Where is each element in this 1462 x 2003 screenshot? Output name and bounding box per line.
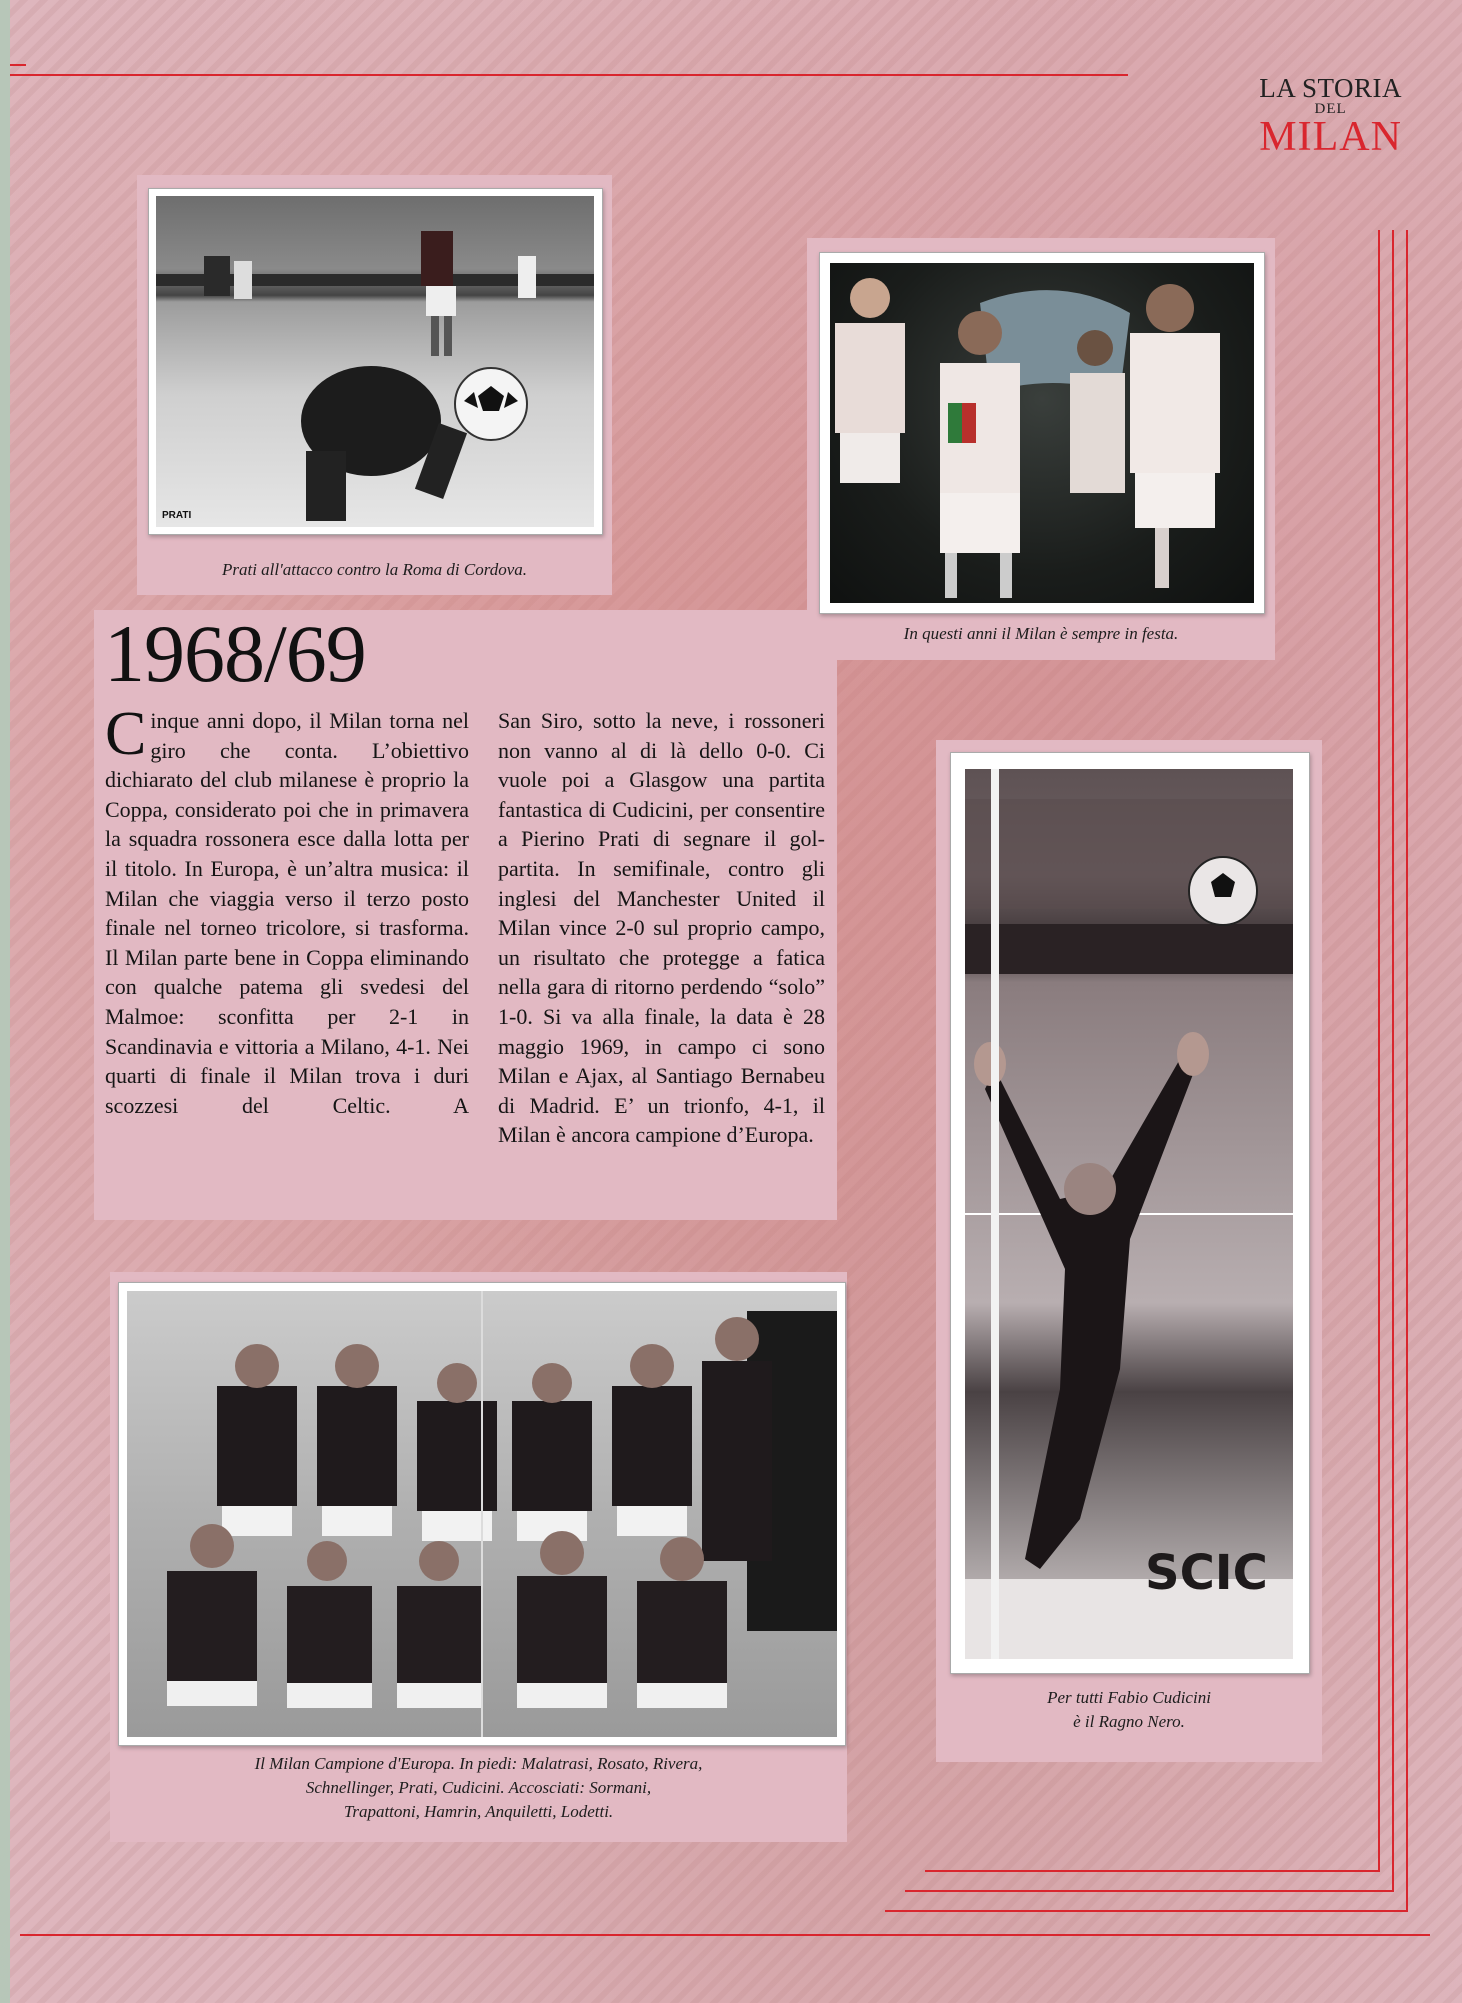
top-rule — [10, 74, 1128, 76]
corner-rule-3 — [885, 1910, 1408, 1912]
article-column-2-text: San Siro, sotto la neve, i rossoneri non vanno al di là dello 0-0. Ci vuole poi a Glasgow una partita fantastica di Cudicini, per consentire a Pierino Prati di segnare il gol-partita. In semifinale, contro gli inglesi del Manchester United il Milan vince 2-0 sul proprio campo, un risultato che protegge a fatica nella gara di ritorno perdendo “solo” 1-0. Si va alla finale, la data è 28 maggio 1969, in campo ci sono Milan e Ajax, al Santiago Bernabeu di Madrid. E’ un trionfo, 4-1, il Milan è ancora campione d’Europa. — [498, 708, 825, 1148]
photo-cudicini-dive-image — [965, 769, 1293, 1659]
caption-milan-festa: In questi anni il Milan è sempre in festa. — [903, 624, 1179, 643]
magazine-header — [1259, 73, 1402, 160]
photo-milan-festa-scene — [830, 263, 1254, 603]
article-column-2 — [498, 706, 825, 1150]
photo-team-image — [127, 1291, 837, 1737]
article-column-1 — [105, 700, 469, 1120]
photo-cudicini-dive-scene — [965, 769, 1293, 1659]
caption-cudicini-dive — [936, 1686, 1322, 1734]
corner-rule-1 — [925, 1870, 1380, 1872]
caption-team-line-1: Il Milan Campione d'Europa. In piedi: Malatrasi, Rosato, Rivera, — [254, 1754, 703, 1773]
article-column-1-text: inque anni dopo, il Milan torna nel giro che conta. L’obiettivo dichiarato del club milanese è proprio la Coppa, considerato poi che in primavera la squadra rossonera esce dalla lotta per il titolo. In Europa, è un’altra musica: il Milan che viaggia verso il terzo posto finale nel torneo tricolore, si trasforma. Il Milan parte bene in Coppa eliminando con qualche patema gli svedesi del Malmoe: sconfitta per 2-1 in Scandinavia e vittoria a Milano, 4-1. Nei quarti di finale il Milan trova i duri scozzesi del Celtic. A — [105, 708, 469, 1118]
caption-team-line-2: Schnellinger, Prati, Cudicini. Accosciati: Sormani, — [305, 1778, 652, 1797]
right-rule-2 — [1392, 230, 1394, 1890]
caption-cudicini-line-1: Per tutti Fabio Cudicini — [1047, 1688, 1211, 1707]
photo-team — [118, 1282, 846, 1746]
right-rule-1 — [1378, 230, 1380, 1870]
caption-team — [110, 1752, 847, 1824]
caption-prati-attack: Prati all'attacco contro la Roma di Cordova. — [221, 560, 528, 579]
top-rule-short — [10, 64, 26, 66]
article-title: 1968/69 — [104, 608, 366, 699]
photo-prati-label: PRATI — [162, 510, 192, 521]
bottom-rule — [20, 1934, 1430, 1936]
page-edge-strip — [0, 0, 10, 2003]
caption-cudicini-line-2: è il Ragno Nero. — [1073, 1712, 1185, 1731]
caption-team-line-3: Trapattoni, Hamrin, Anquiletti, Lodetti. — [343, 1802, 614, 1821]
photo-prati-attack-scene — [156, 196, 594, 527]
photo-team-scene — [127, 1291, 837, 1737]
corner-rule-2 — [905, 1890, 1394, 1892]
svg-text:SCIC: SCIC — [1145, 1545, 1268, 1601]
photo-milan-festa-image — [830, 263, 1254, 603]
photo-prati-attack — [148, 188, 603, 535]
header-line-3: MILAN — [1259, 114, 1402, 160]
photo-cudicini-dive — [950, 752, 1310, 1674]
article-dropcap: C — [105, 700, 147, 768]
header-line-1: LA STORIA — [1259, 73, 1402, 103]
photo-prati-attack-image — [156, 196, 594, 527]
right-rule-3 — [1406, 230, 1408, 1910]
header-line-2: DEL — [1314, 101, 1347, 117]
photo-milan-festa — [819, 252, 1265, 614]
